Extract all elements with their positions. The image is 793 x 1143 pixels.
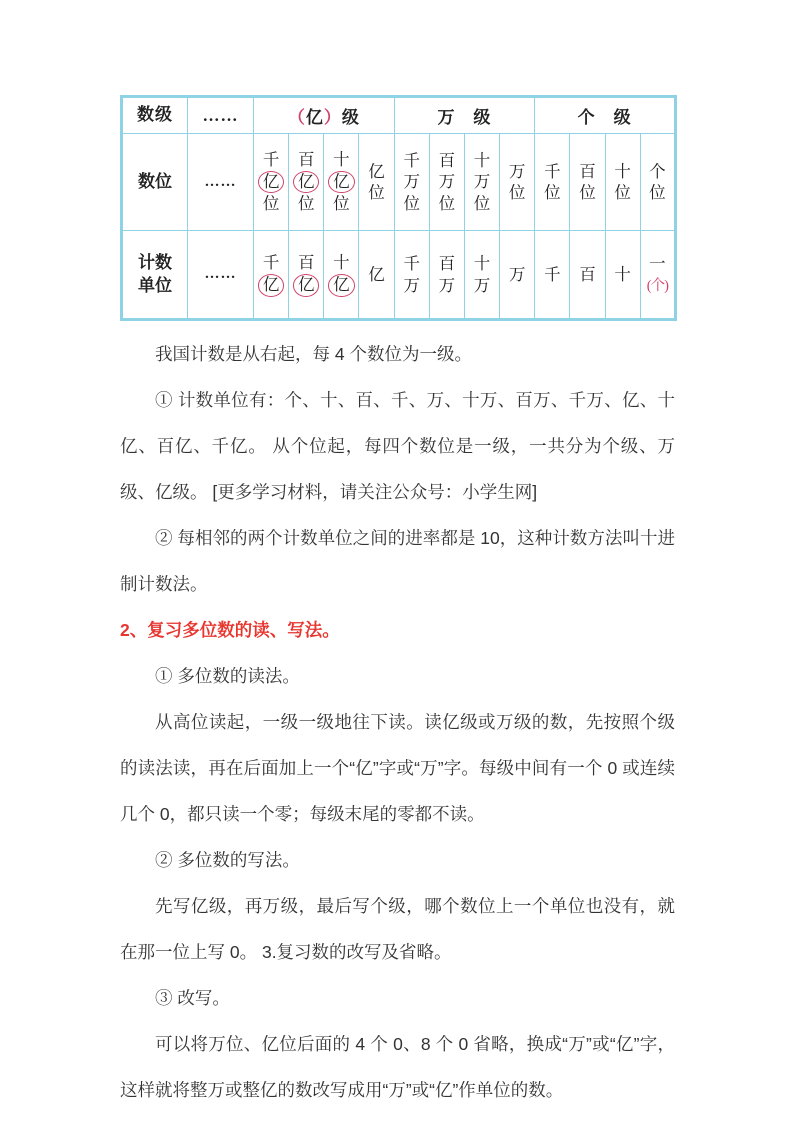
place-char: 位 [544, 183, 561, 202]
place-value-cell [570, 231, 605, 320]
red-annotation-char: (个) [646, 278, 668, 295]
place-char: 百 [438, 150, 456, 170]
place-char: 位 [508, 183, 526, 202]
digit-places-row [122, 134, 676, 231]
paragraph-rewrite-rules: 可以将万位、亿位后面的 4 个 0、8 个 0 省略，换成“万”或“亿”字，这样就将整万或整亿的数改写成用“万”或“亿”作单位的数。 [120, 1034, 675, 1100]
red-open-paren: （ [287, 108, 306, 127]
place-char: 个 [649, 161, 666, 181]
place-char: 位 [403, 193, 420, 213]
place-value-cell [429, 134, 464, 231]
place-char: 千 [403, 254, 420, 274]
counting-units-row [122, 231, 676, 320]
place-char: 万 [473, 275, 491, 295]
place-char: 万 [508, 264, 526, 284]
ellipsis-cell: …… [188, 97, 254, 134]
circled-char: 亿 [328, 171, 355, 194]
place-value-cell [394, 231, 429, 320]
place-value-cell [605, 231, 640, 320]
place-char: 万 [403, 172, 420, 192]
place-char: 位 [614, 183, 631, 202]
circled-char: 亿 [328, 274, 355, 297]
circled-char: 亿 [258, 171, 285, 194]
place-char: 百 [579, 161, 596, 181]
place-char: 位 [473, 193, 491, 213]
place-char: 万 [473, 172, 491, 192]
place-char: 位 [297, 194, 315, 214]
place-value-cell [570, 134, 605, 231]
place-value-cell [605, 134, 640, 231]
place-char: 十 [473, 254, 491, 274]
place-char: 千 [544, 264, 561, 284]
place-value-cell [535, 231, 570, 320]
place-char: 一 [649, 253, 666, 273]
place-char: 万 [508, 161, 526, 181]
paragraph-rewrite-title: ③ 改写。 [155, 988, 230, 1008]
paragraph-intro: 我国计数是从右起，每 4 个数位为一级。 [155, 344, 472, 364]
place-value-cell [324, 134, 359, 231]
place-char: 十 [614, 161, 631, 181]
ellipsis-cell: …… [188, 134, 254, 231]
place-char: 十 [333, 150, 350, 170]
place-char: 位 [579, 183, 596, 202]
level-header-row [122, 97, 676, 134]
place-value-cell [289, 134, 324, 231]
paragraph-reading-rules: 从高位读起，一级一级地往下读。读亿级或万级的数，先按照个级的读法读，再在后面加上一个“亿”字或“万”字。每级中间有一个 0 或连续几个 0，都只读一个零；每级末尾的零都不读。 [120, 712, 675, 824]
place-value-cell [464, 134, 499, 231]
row-label-digits: 数位 [122, 134, 188, 231]
place-value-cell [500, 231, 535, 320]
place-value-cell [394, 134, 429, 231]
place-char: 千 [403, 150, 420, 170]
paragraph-reading-title: ① 多位数的读法。 [155, 666, 300, 686]
place-char: 位 [333, 194, 350, 214]
circled-char: 亿 [293, 171, 320, 194]
circled-char: 亿 [258, 274, 285, 297]
ellipsis-cell: …… [188, 231, 254, 320]
section-heading: 2、复习多位数的读、写法。 [120, 620, 340, 640]
place-char: 百 [438, 254, 456, 274]
place-value-cell [359, 134, 394, 231]
place-char: 万 [403, 275, 420, 295]
ge-level-header: 个 级 [535, 97, 676, 134]
paragraph-decimal-system: ② 每相邻的两个计数单位之间的进率都是 10，这种计数方法叫十进制计数法。 [120, 528, 675, 594]
place-char: 位 [262, 194, 280, 214]
place-value-cell [464, 231, 499, 320]
place-value-cell [535, 134, 570, 231]
place-char: 百 [297, 253, 315, 273]
paragraph-writing-rules: 先写亿级，再万级，最后写个级，哪个数位上一个单位也没有，就在那一位上写 0。 3.复习数的改写及省略。 [120, 896, 675, 962]
place-char: 百 [297, 150, 315, 170]
place-value-cell [429, 231, 464, 320]
red-close-paren: ） [323, 108, 342, 127]
place-value-cell [289, 231, 324, 320]
place-value-cell [359, 231, 394, 320]
paragraph-writing-title: ② 多位数的写法。 [155, 850, 300, 870]
place-char: 十 [614, 264, 631, 284]
place-char: 亿 [368, 161, 385, 181]
place-char: 万 [438, 172, 456, 192]
place-char: 百 [579, 264, 596, 284]
place-char: 十 [473, 150, 491, 170]
place-char: 千 [262, 253, 280, 273]
paragraph-counting-units: ① 计数单位有：个、十、百、千、万、十万、百万、千万、亿、十亿、百亿、千亿。 从个位起，每四个数位是一级，一共分为个级、万级、亿级。 [更多学习材料，请关注公众号：小学生网] [120, 390, 675, 502]
place-char: 亿 [368, 264, 385, 284]
place-value-cell [640, 134, 675, 231]
place-char: 千 [262, 150, 280, 170]
yi-suffix: 级 [341, 108, 360, 127]
place-char: 位 [649, 183, 666, 202]
place-value-table [120, 95, 677, 321]
body-text [120, 331, 675, 1113]
place-char: 位 [438, 193, 456, 213]
place-value-cell [324, 231, 359, 320]
circled-char: 亿 [293, 274, 320, 297]
yi-level-header [254, 97, 395, 134]
place-char: 万 [438, 275, 456, 295]
yi-char: 亿 [305, 108, 324, 127]
place-value-cell [500, 134, 535, 231]
place-value-cell [254, 134, 289, 231]
place-char: 位 [368, 183, 385, 202]
row-label-levels: 数级 [122, 97, 188, 134]
place-char: 千 [544, 161, 561, 181]
row-label-units: 计数单位 [122, 231, 188, 320]
place-value-cell [640, 231, 675, 320]
place-value-cell [254, 231, 289, 320]
wan-level-header: 万 级 [394, 97, 535, 134]
place-char: 十 [333, 253, 350, 273]
